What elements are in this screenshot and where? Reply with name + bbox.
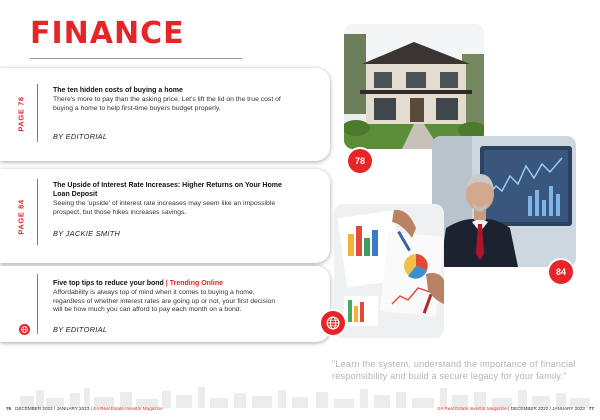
trend-separator: |	[163, 280, 170, 287]
page-label-84: PAGE 84	[16, 199, 26, 235]
article-card-2[interactable]	[0, 169, 330, 263]
article-summary: Affordability is always top of mind when it comes to buying a home, regardless of whether interest rates are going up or not, your first decision will be how much you can afford to pay each month on a bond.	[53, 289, 276, 314]
trending-online-tag[interactable]: Trending Online	[169, 280, 223, 287]
page-badge-84[interactable]: 84	[549, 260, 573, 284]
page-badge-78[interactable]: 78	[348, 149, 372, 173]
footer-date-left: DECEMBER 2022 / JANUARY 2023	[15, 406, 90, 411]
card-divider	[37, 179, 38, 245]
footer-date-right: DECEMBER 2022 / JANUARY 2023	[510, 406, 585, 411]
footer-right: SA Real Estate Investor Magazine | DECEMBER 2022 / JANUARY 2023 77	[437, 406, 594, 411]
footer-left: 76 DECEMBER 2022 / JANUARY 2023 | SA Real Estate Investor Magazine	[6, 406, 163, 411]
page-number-left: 76	[6, 406, 12, 411]
article-byline: BY EDITORIAL	[53, 132, 108, 141]
skyline-decoration	[0, 386, 600, 408]
article-headline[interactable]	[53, 279, 283, 288]
article-body	[53, 86, 283, 113]
globe-icon[interactable]	[321, 311, 345, 335]
article-card-3[interactable]	[0, 266, 330, 342]
article-byline: BY JACKIE SMITH	[53, 229, 121, 238]
globe-icon	[19, 324, 30, 335]
magazine-name-right: SA Real Estate Investor Magazine	[437, 406, 507, 411]
headline-text: Five top tips to reduce your bond	[53, 280, 164, 287]
article-card-1[interactable]	[0, 68, 330, 161]
pull-quote: "Learn the system, understand the importance of financial responsibility and build a secure legacy for your family."	[332, 359, 576, 381]
card-divider	[37, 84, 38, 142]
businessman-photo[interactable]	[432, 136, 576, 267]
card-divider	[37, 274, 38, 334]
article-headline[interactable]: The ten hidden costs of buying a home	[53, 87, 183, 94]
page-label-78: PAGE 78	[16, 96, 26, 132]
section-title: FINANCE	[30, 16, 185, 51]
desk-charts-photo[interactable]	[334, 204, 444, 338]
article-body	[53, 181, 283, 217]
page-number-right: 77	[588, 406, 594, 411]
title-underline	[30, 58, 242, 59]
house-photo[interactable]	[344, 24, 484, 149]
article-body	[53, 279, 283, 315]
article-headline[interactable]: The Upside of Interest Rate Increases: Higher Returns on Your Home Loan Deposit	[53, 182, 282, 198]
article-byline: BY EDITORIAL	[53, 325, 108, 334]
article-summary: There's more to pay than the asking price. Let's lift the lid on the true cost of buying a home to help first-time buyers budget properly.	[53, 96, 281, 112]
article-summary: Seeing the 'upside' of interest rate increases may seem like an impossible prospect, but those hikes increases savings.	[53, 200, 276, 216]
magazine-name-left: SA Real Estate Investor Magazine	[93, 406, 163, 411]
